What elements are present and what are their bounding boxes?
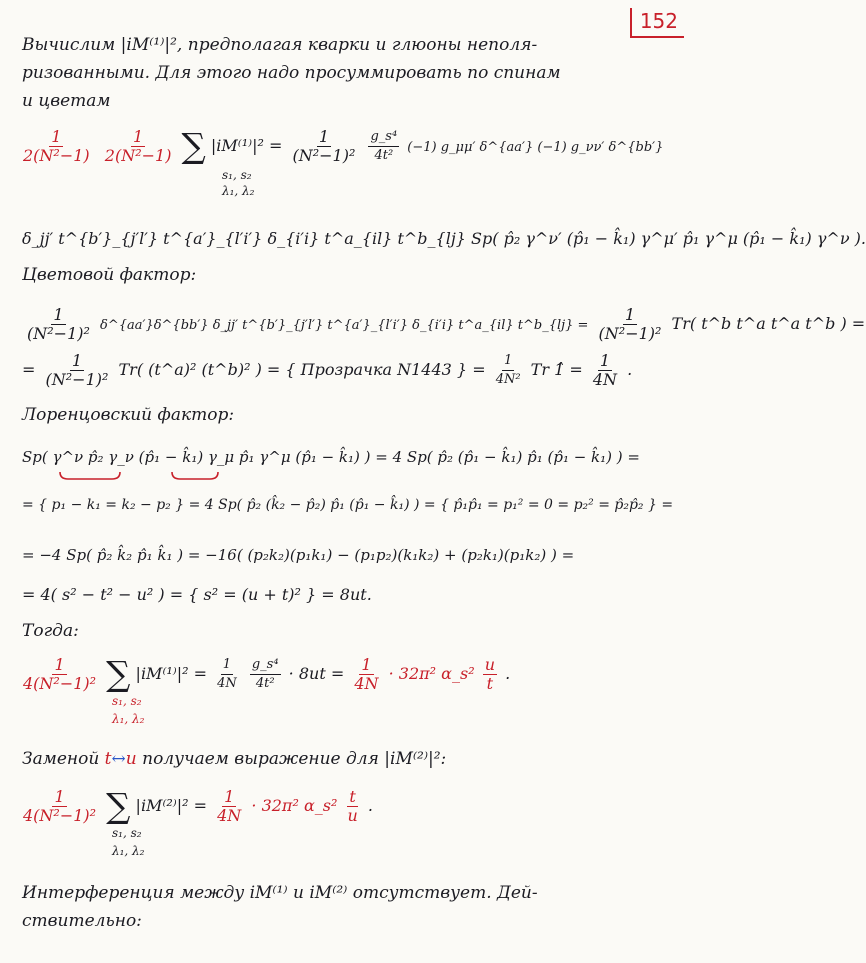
sum-sign: ∑ xyxy=(106,654,131,695)
sum-index-spins: s₁, s₂ xyxy=(222,168,252,182)
color-factor-heading: Цветовой фактор: xyxy=(22,265,197,285)
swap-sentence: Заменой t↔u получаем выражение для |iM⁽²⁾|²: xyxy=(22,749,447,769)
sum-index-helicities: λ₁, λ₂ xyxy=(112,712,145,726)
sum-index-helicities: λ₁, λ₂ xyxy=(112,844,145,858)
rhs-tail: (−1) g_μμ′ δ^{aa′} (−1) g_νν′ δ^{bb′} xyxy=(407,140,664,155)
result-1-rhs: $\frac{1}{4N}$ · 32π² α_s² $\frac{u}{t}$ xyxy=(354,655,496,693)
color-line-2: = $\frac{1}{\text{(N²−1)²}}$ Tr( (t^a)² (t^b)² ) = { Прозрачка N1443 } = $\frac{1}{\text{4N²}}$ Tr 1̂ = $\frac{1}{4N}$ . xyxy=(22,351,633,389)
lorentz-line-2: = { p₁ − k₁ = k₂ − p₂ } = 4 Sp( p̂₂ (k̂₂ − p̂₂) p̂₁ (p̂₁ − k̂₁) ) = { p̂₁p̂₁ = p₁² = 0 = p₂² = p̂₂p̂₂ } = xyxy=(22,497,674,513)
result-1: $\frac{1}{\text{4(N²−1)²}}$ ∑ |iM⁽¹⁾|² = $\frac{1}{4N}$ $\frac{\text{g\_s⁴}}{\text{4t²}}$ · 8ut = $\frac{1}{4N}$ · 32π² α_s² $\frac{u}{t}$ . xyxy=(23,654,511,695)
result-2-rhs: $\frac{1}{4N}$ · 32π² α_s² $\frac{t}{u}$ xyxy=(217,787,358,825)
page-number: 152 xyxy=(630,8,684,38)
intro-line-3: и цветам xyxy=(22,91,111,111)
equation-1 xyxy=(18,128,663,165)
coupling-fraction: $\frac{\text{g\_s⁴}}{\text{4t²}}$ xyxy=(370,129,398,163)
lorentz-line-1: Sp( γ^ν p̂₂ γ_ν (p̂₁ − k̂₁) γ_μ p̂₁ γ^μ (p̂₁ − k̂₁) ) = 4 Sp( p̂₂ (p̂₁ − k̂₁) p̂₁ (p̂₁ − k̂₁) ) = xyxy=(22,448,640,466)
then-heading: Тогда: xyxy=(22,621,79,641)
lorentz-line-3: = −4 Sp( p̂₂ k̂₂ p̂₁ k̂₁ ) = −16( (p₂k₂)(p₁k₁) − (p₁p₂)(k₁k₂) + (p₂k₁)(p₁k₂) ) = xyxy=(22,546,575,564)
rhs-fraction: $\frac{1}{\text{(N²−1)²}}$ xyxy=(292,127,356,165)
sum-sign: ∑ xyxy=(106,786,131,827)
outro-line-2: ствительно: xyxy=(22,911,142,931)
contraction-brackets xyxy=(22,470,222,482)
sum-index-spins: s₁, s₂ xyxy=(112,694,142,708)
equation-1-line-2: δ_jj′ t^{b′}_{j′l′} t^{a′}_{l′i′} δ_{i′i} t^a_{il} t^b_{lj} Sp( p̂₂ γ^ν′ (p̂₁ − k̂₁) γ^μ′ p̂₁ γ^μ (p̂₁ − k̂₁) γ^ν ). xyxy=(22,229,866,248)
intro-line-1: Вычислим |iM⁽¹⁾|², предполагая кварки и глюоны неполя- xyxy=(22,35,538,55)
sum-index-helicities: λ₁, λ₂ xyxy=(222,184,255,198)
lorentz-line-4: = 4( s² − t² − u² ) = { s² = (u + t)² } = 8ut. xyxy=(22,585,372,604)
lorentz-factor-heading: Лоренцовский фактор: xyxy=(22,405,235,425)
color-line-1: $\frac{1}{\text{(N²−1)²}}$ δ^{aa′}δ^{bb′} δ_jj′ t^{b′}_{j′l′} t^{a′}_{l′i′} δ_{i′i} t^a_{il} t^b_{lj} = $\frac{1}{\text{(N²−1)²}}$ Tr( t^b t^a t^a t^b ) = xyxy=(27,305,866,343)
outro-line-1: Интерференция между iM⁽¹⁾ и iM⁽²⁾ отсутствует. Дей- xyxy=(22,883,538,903)
factor-fraction: $\frac{1}{\text{2(N²−1)}}$ xyxy=(23,127,90,165)
factor-fraction: $\frac{1}{\text{2(N²−1)}}$ xyxy=(104,127,172,165)
amplitude-squared: |iM⁽¹⁾|² = xyxy=(210,136,283,155)
intro-line-2: ризованными. Для этого надо просуммировать по спинам xyxy=(22,63,561,83)
sum-sign: ∑ xyxy=(181,126,206,167)
sum-index-spins: s₁, s₂ xyxy=(112,826,142,840)
result-2: $\frac{1}{\text{4(N²−1)²}}$ ∑ |iM⁽²⁾|² = $\frac{1}{4N}$ · 32π² α_s² $\frac{t}{u}$ . xyxy=(23,786,373,827)
